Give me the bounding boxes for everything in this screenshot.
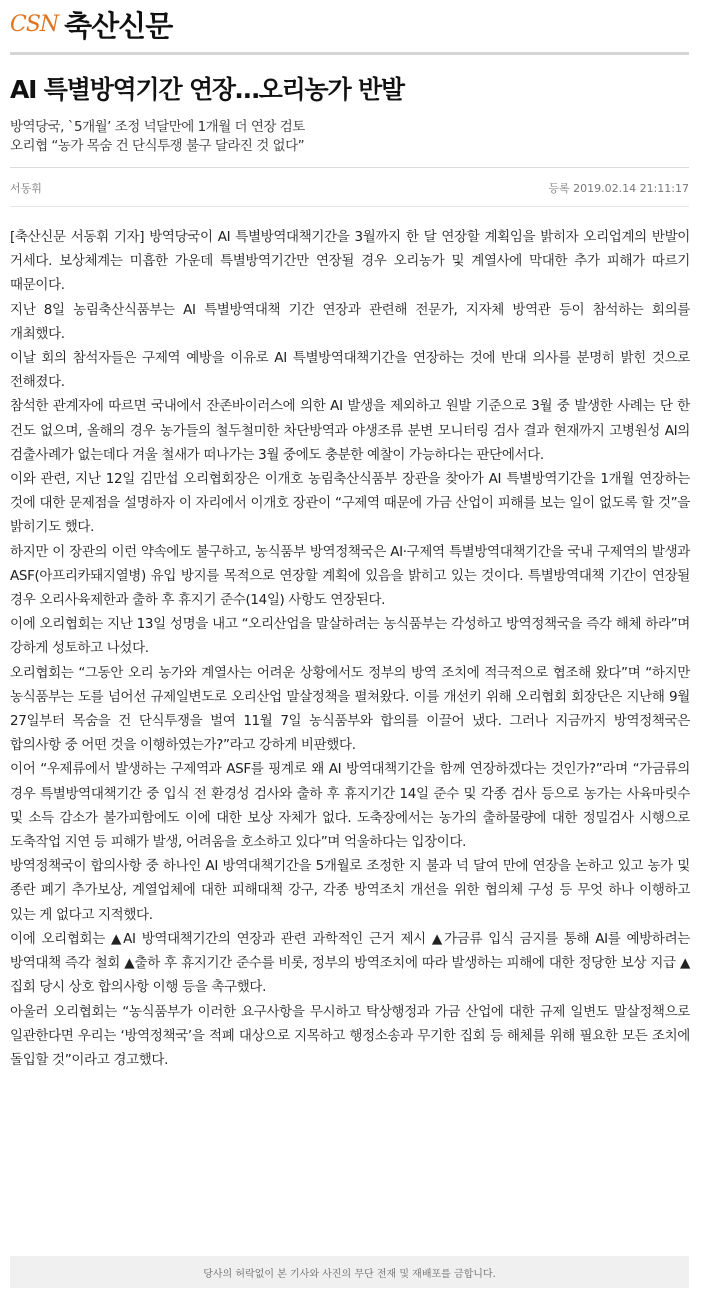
- publish-date-group: [548, 180, 689, 196]
- article-paragraph: [축산신문 서동휘 기자] 방역당국이 AI 특별방역대책기간을 3월까지 한 달 연장할 계획임을 밝히자 오리업계의 반발이 거세다. 보상체계는 미흡한 가운데 특별방역기간만 연장될 경우 오리농가 및 계열사에 막대한 추가 피해가 따르기 때문이다.: [10, 229, 690, 294]
- article-subtitles: [10, 118, 305, 156]
- subtitle-divider: [10, 167, 689, 168]
- newspaper-name[interactable]: 축산신문: [64, 8, 173, 43]
- date-label: 등록: [548, 182, 570, 195]
- article-paragraph: 아울러 오리협회는 “농식품부가 이러한 요구사항을 무시하고 탁상행정과 가금 산업에 대한 규제 일변도 말살정책으로 일관한다면 우리는 ‘방역정책국’을 적폐 대상으로 지목하고 행정소송과 무기한 집회 등 해체를 위해 필요한 모든 조치에 돌입할 것”이라고 경고했다.: [10, 1003, 690, 1068]
- masthead[interactable]: [10, 4, 172, 44]
- copyright-footer: [10, 1256, 689, 1288]
- author-name: 서동휘: [10, 182, 42, 195]
- subtitle-line: 방역당국, `5개월’ 조정 넉달만에 1개월 더 연장 검토: [10, 119, 305, 135]
- article-paragraph: 이와 관련, 지난 12일 김만섭 오리협회장은 이개호 농림축산식품부 장관을 찾아가 AI 특별방역기간을 1개월 연장하는 것에 대한 문제점을 설명하자 이 자리에서 이개호 장관이 “구제역 때문에 가금 산업이 피해를 보는 일이 없도록 할 것”을 밝히기도 했다.: [10, 471, 690, 536]
- csn-logo[interactable]: CSN: [10, 11, 59, 37]
- publish-date: 2019.02.14 21:11:17: [573, 182, 689, 195]
- article-headline: AI 특별방역기간 연장…오리농가 반발: [10, 75, 404, 104]
- article-paragraph: 하지만 이 장관의 이런 약속에도 불구하고, 농식품부 방역정책국은 AI·구제역 특별방역대책기간을 국내 구제역의 발생과 ASF(아프리카돼지열병) 유입 방지를 목적으로 연장할 계획에 있음을 밝히고 있는 것이다. 특별방역대책 기간이 연장될 경우 오리사육제한과 출하 후 휴지기 준수(14일) 사항도 연장된다.: [10, 543, 690, 609]
- article-paragraph: 참석한 관계자에 따르면 국내에서 잔존바이러스에 의한 AI 발생을 제외하고 원발 기준으로 3월 중 발생한 사례는 단 한 건도 없으며, 올해의 경우 농가들의 철두철미한 차단방역과 야생조류 분변 모니터링 검사 결과 현재까지 고병원성 AI의 검출사례가 없는데다 겨울 철새가 떠나가는 3월 중에도 충분한 예찰이 가능하다는 판단에서다.: [10, 398, 690, 463]
- copyright-notice: 당사의 허락없이 본 기사와 사진의 무단 전재 및 재배포를 금합니다.: [203, 1268, 496, 1280]
- article-paragraph: 이어 “우제류에서 발생하는 구제역과 ASF를 핑계로 왜 AI 방역대책기간을 함께 연장하겠다는 것인가?”라며 “가금류의 경우 특별방역대책기간 중 입식 전 환경성 검사와 출하 후 휴지기간 14일 준수 및 각종 검사 등으로 농가는 사육마릿수 및 소득 감소가 불가피함에도 이에 대한 보상 자체가 없다. 도축장에서는 농가의 출하물량에 대한 정밀검사 시행으로 도축작업 지연 등 피해가 발생, 어려움을 호소하고 있다”며 억울하다는 입장이다.: [10, 761, 690, 851]
- article-body: [10, 225, 690, 1072]
- article-paragraph: 지난 8일 농림축산식품부는 AI 특별방역대책 기간 연장과 관련해 전문가, 지자체 방역관 등이 참석하는 회의를 개최했다.: [10, 301, 690, 342]
- subtitle-line: 오리협 “농가 목숨 건 단식투쟁 불구 달라진 것 없다”: [10, 138, 305, 154]
- masthead-divider: [10, 52, 689, 55]
- article-paragraph: 이에 오리협회는 지난 13일 성명을 내고 “오리산업을 말살하려는 농식품부는 각성하고 방역정책국을 즉각 해체 하라”며 강하게 성토하고 나섰다.: [10, 616, 690, 657]
- article-paragraph: 방역정책국이 합의사항 중 하나인 AI 방역대책기간을 5개월로 조정한 지 불과 넉 달여 만에 연장을 논하고 있고 농가 및 종란 폐기 추가보상, 계열업체에 대한 피해대책 강구, 각종 방역조치 개선을 위한 협의체 구성 등 무엇 하나 이행하고 있는 게 없다고 지적했다.: [10, 858, 690, 923]
- meta-divider: [10, 206, 689, 207]
- article-paragraph: 이에 오리협회는 ▲AI 방역대책기간의 연장과 관련 과학적인 근거 제시 ▲가금류 입식 금지를 통해 AI를 예방하려는 방역대책 즉각 철회 ▲출하 후 휴지기간 준수를 비롯, 정부의 방역조치에 따라 발생하는 피해에 대한 정당한 보상 지급 ▲집회 당시 상호 합의사항 이행 등을 촉구했다.: [10, 930, 690, 996]
- article-paragraph: 오리협회는 “그동안 오리 농가와 계열사는 어려운 상황에서도 정부의 방역 조치에 적극적으로 협조해 왔다”며 “하지만 농식품부는 도를 넘어선 규제일변도로 오리산업 말살정책을 펼쳐왔다. 이를 개선키 위해 오리협회 회장단은 지난해 9월 27일부터 목숨을 건 단식투쟁을 벌여 11월 7일 농식품부와 합의를 이끌어 냈다. 그러나 지금까지 방역정책국은 합의사항 중 어떤 것을 이행하였는가?”라고 강하게 비판했다.: [10, 664, 690, 754]
- article-meta: [10, 180, 689, 196]
- article-paragraph: 이날 회의 참석자들은 구제역 예방을 이유로 AI 특별방역대책기간을 연장하는 것에 반대 의사를 분명히 밝힌 것으로 전해졌다.: [10, 350, 690, 391]
